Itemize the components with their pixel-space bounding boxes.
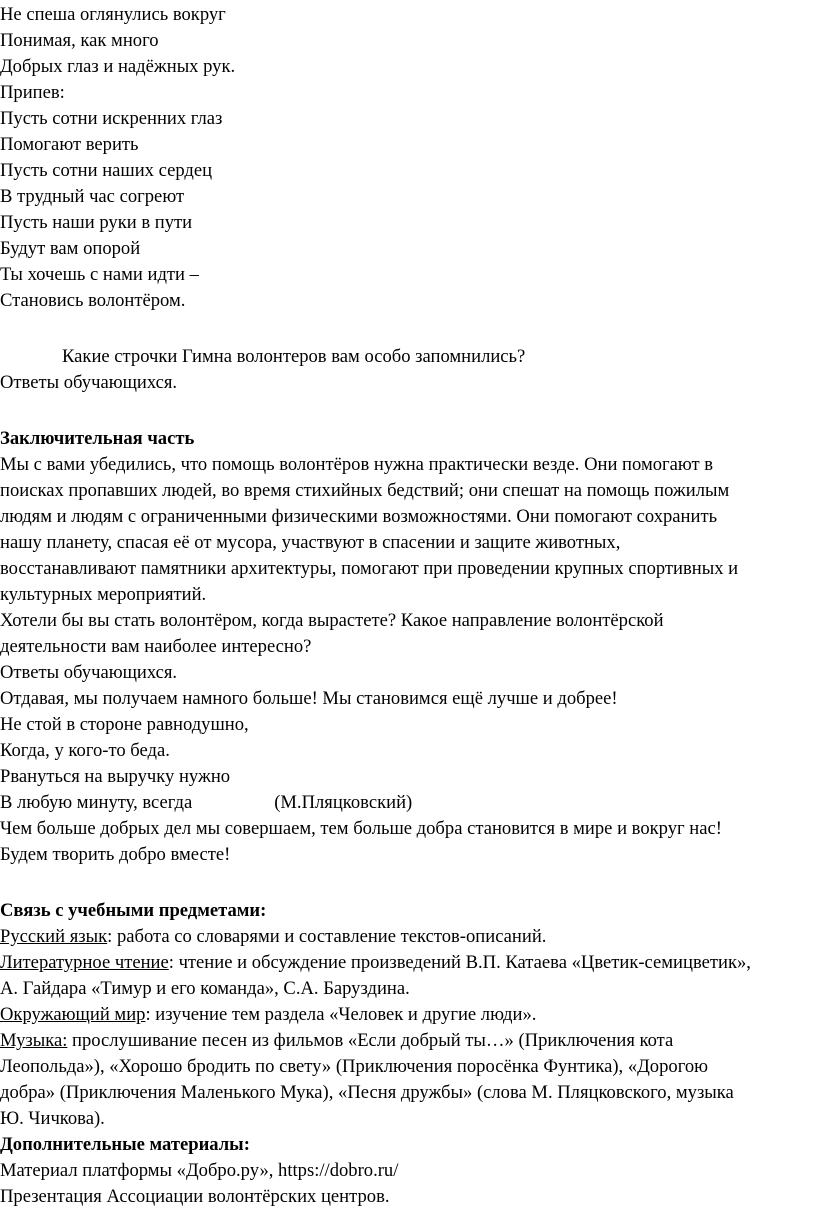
section-heading: Заключительная часть — [0, 428, 195, 449]
paragraph-line: Леопольда»), «Хорошо бродить по свету» (Приключения поросёнка Фунтика), «Дорогою — [0, 1056, 709, 1077]
paragraph-line: Мы с вами убедились, что помощь волонтёров нужна практически везде. Они помогают в — [0, 454, 714, 475]
subject-name: Литературное чтение — [0, 952, 169, 973]
chorus-label: Припев: — [0, 82, 65, 103]
question-text: Какие строчки Гимна волонтеров вам особо запомнились? — [62, 346, 526, 367]
subject-description: : изучение тем раздела «Человек и другие люди». — [145, 1004, 537, 1025]
lyric-line: Пусть сотни наших сердец — [0, 160, 213, 181]
subject-name: Окружающий мир — [0, 1004, 146, 1025]
subject-line-world — [0, 1002, 536, 1028]
paragraph-line: Ю. Чичкова). — [0, 1108, 105, 1129]
paragraph-line: А. Гайдара «Тимур и его команда», С.А. Баруздина. — [0, 978, 410, 999]
lyric-line: Становись волонтёром. — [0, 290, 186, 311]
subject-name: Музыка: — [0, 1030, 68, 1051]
section-heading: Связь с учебными предметами: — [0, 900, 267, 921]
paragraph-line: деятельности вам наиболее интересно? — [0, 636, 312, 657]
paragraph-line: поисках пропавших людей, во время стихийных бедствий; они спешат на помощь пожилым — [0, 480, 730, 501]
subject-description: : чтение и обсуждение произведений В.П. Катаева «Цветик-семицветик», — [168, 952, 751, 973]
poem-line: Рвануться на выручку нужно — [0, 766, 231, 787]
answers-text: Ответы обучающихся. — [0, 662, 178, 683]
paragraph-line: Отдавая, мы получаем намного больше! Мы становимся ещё лучше и добрее! — [0, 688, 618, 709]
poem-author: (М.Пляцковский) — [274, 792, 413, 813]
paragraph-line: Материал платформы «Добро.ру», https://dobro.ru/ — [0, 1160, 399, 1181]
poem-line: Когда, у кого-то беда. — [0, 740, 170, 761]
lyric-line: Пусть сотни искренних глаз — [0, 108, 223, 129]
subject-description: прослушивание песен из фильмов «Если добрый ты…» (Приключения кота — [67, 1030, 674, 1051]
paragraph-line: людям и людям с ограниченными физическими возможностями. Они помогают сохранить — [0, 506, 718, 527]
lyric-line: Будут вам опорой — [0, 238, 141, 259]
paragraph-line: Будем творить добро вместе! — [0, 844, 231, 865]
lyric-line: В трудный час согреют — [0, 186, 185, 207]
lyric-line: Помогают верить — [0, 134, 139, 155]
lyric-line: Пусть наши руки в пути — [0, 212, 193, 233]
lyric-line: Понимая, как много — [0, 30, 159, 51]
lyric-line: Ты хочешь с нами идти – — [0, 264, 199, 285]
paragraph-line: Хотели бы вы стать волонтёром, когда вырастете? Какое направление волонтёрской — [0, 610, 664, 631]
poem-line — [0, 790, 412, 816]
paragraph-line: Чем больше добрых дел мы совершаем, тем больше добра становится в мире и вокруг нас! — [0, 818, 722, 839]
lyric-line: Добрых глаз и надёжных рук. — [0, 56, 236, 77]
paragraph-line: культурных мероприятий. — [0, 584, 207, 605]
paragraph-line: нашу планету, спасая её от мусора, участвуют в спасении и защите животных, — [0, 532, 621, 553]
subject-description: : работа со словарями и составление текстов-описаний. — [107, 926, 547, 947]
subject-line-russian — [0, 924, 546, 950]
paragraph-line: Презентация Ассоциации волонтёрских центров. — [0, 1186, 390, 1207]
lyric-line: Не спеша оглянулись вокруг — [0, 4, 226, 25]
answers-text: Ответы обучающихся. — [0, 372, 178, 393]
paragraph-line: восстанавливают памятники архитектуры, помогают при проведении крупных спортивных и — [0, 558, 739, 579]
poem-text: В любую минуту, всегда — [0, 792, 193, 813]
subject-line-music — [0, 1028, 673, 1054]
poem-line: Не стой в стороне равнодушно, — [0, 714, 249, 735]
section-heading: Дополнительные материалы: — [0, 1134, 250, 1155]
paragraph-line: добра» (Приключения Маленького Мука), «Песня дружбы» (слова М. Пляцковского, музыка — [0, 1082, 734, 1103]
subject-name: Русский язык — [0, 926, 108, 947]
subject-line-literature — [0, 950, 751, 976]
